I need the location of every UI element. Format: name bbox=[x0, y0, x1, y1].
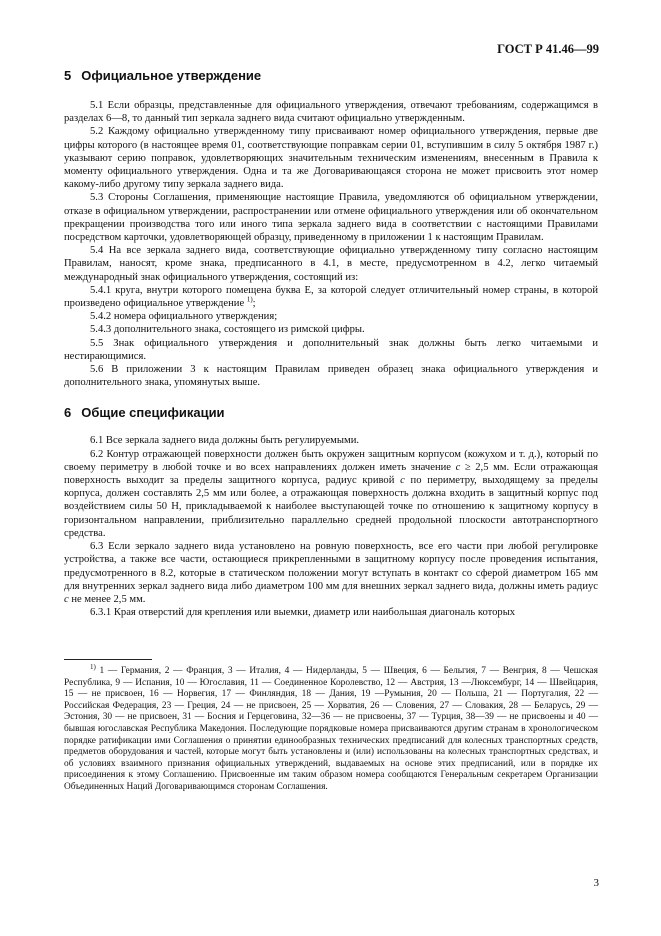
paragraph-5-2: 5.2 Каждому официально утвержденному типу присваивают номер официального утверждения, первые две цифры которого (в настоящее время 01, соответствующие поправкам серии 01, вступившим в силу 5 октября 1987 г.) указывают серию поправок, удовлетворяющих значительным техническим изменениям, внесенным в Правила к моменту официального утверждения. Одна и та же Договаривающаяся сторона не может присвоить этот номер какому-либо другому типу зеркала заднего вида. bbox=[64, 126, 598, 191]
paragraph-5-5: 5.5 Знак официального утверждения и дополнительный знак должны быть легко читаемыми и нестирающимися. bbox=[64, 337, 598, 362]
section-6-body bbox=[64, 434, 598, 619]
paragraph-6-3 bbox=[64, 540, 598, 606]
symbol-c: c bbox=[455, 461, 461, 473]
paragraph-5-4-3: 5.4.3 дополнительного знака, состоящего из римской цифры. bbox=[90, 324, 365, 336]
paragraph-6-3-part-a: 6.3 Если зеркало заднего вида установлено на ровную поверхность, все его части при любой регулировке устройства, а также все части, остающиеся прикрепленными в защитному корпусу после проведения испытания, предусмотренного в 8.2, которые в статическом положении могут вступать в контакт со сферой диаметром 165 мм для внутренних зеркал заднего вида либо диаметром 100 мм для внешних зеркал заднего вида, должны иметь радиус bbox=[64, 541, 598, 592]
section-6-heading bbox=[64, 405, 598, 420]
paragraph-6-2-part-b: ≥ 2,5 мм. Если отражающая поверхность выходит за пределы защитного корпуса, радиус кривой bbox=[64, 461, 599, 487]
footnote-mark: 1) bbox=[90, 662, 96, 671]
symbol-c: c bbox=[400, 475, 405, 487]
paragraph-5-4: 5.4 На все зеркала заднего вида, соответствующие официально утвержденному типу согласно настоящим Правилам, наносят, кроме знака, предписанного в 4.1, в месте, предусмотренном в 4.2, легко читаемый международный знак официального утверждения, состоящий из: bbox=[64, 245, 598, 283]
page-number: 3 bbox=[593, 877, 599, 889]
paragraph-6-2-part-c: по периметру, выходящему за пределы корпуса, должен составлять 2,5 мм или более, а отражающая поверхность должна входить в защитный корпус под воздействием силы 50 Н, прикладываемой к наиболее выступающей точке по отношению к защитному корпусу в горизонтальном направлении, приблизительно параллельно средней продольной плоскости автотранспортного средства. bbox=[64, 475, 598, 539]
section-6-title: Общие спецификации bbox=[81, 405, 225, 421]
paragraph-6-2 bbox=[64, 448, 598, 540]
paragraph-6-3-1: 6.3.1 Края отверстий для крепления или выемки, диаметр или наибольшая диагональ которых bbox=[90, 607, 516, 619]
paragraph-5-4-1 bbox=[64, 284, 598, 310]
main-content bbox=[64, 68, 598, 619]
paragraph-5-4-1-text: 5.4.1 круга, внутри которого помещена буква E, за которой следует отличительный номер страны, в которой произведено официальное утверждение bbox=[64, 284, 598, 310]
section-5-heading bbox=[64, 68, 598, 83]
footnote-text bbox=[64, 662, 598, 794]
paragraph-6-1: 6.1 Все зеркала заднего вида должны быть регулируемыми. bbox=[90, 435, 360, 447]
footnote-divider bbox=[64, 659, 152, 660]
paragraph-6-2-part-a: 6.2 Контур отражающей поверхности должен быть окружен защитным корпусом (кожухом и т. д.), который по своему периметру в любой точке и во всех направлениях должен иметь значение bbox=[64, 448, 598, 473]
paragraph-5-1: 5.1 Если образцы, представленные для официального утверждения, отвечают требованиям, содержащимся в разделах 6—8, то данный тип зеркала заднего вида считают официально утвержденным. bbox=[64, 100, 598, 125]
document-code: ГОСТ Р 41.46—99 bbox=[497, 42, 599, 56]
footnote-ref: 1) bbox=[246, 295, 253, 304]
section-6-number: 6 bbox=[64, 405, 72, 421]
paragraph-6-3-part-b: не менее 2,5 мм. bbox=[68, 593, 146, 605]
paragraph-5-4-2: 5.4.2 номера официального утверждения; bbox=[90, 311, 278, 323]
section-5-number: 5 bbox=[64, 68, 72, 83]
paragraph-5-6: 5.6 В приложении 3 к настоящим Правилам приведен образец знака официального утверждения и дополнительного знака, упомянутых выше. bbox=[64, 364, 598, 389]
section-5-body bbox=[64, 99, 598, 389]
footnote-body: 1 — Германия, 2 — Франция, 3 — Италия, 4 — Нидерланды, 5 — Швеция, 6 — Бельгия, 7 — Венгрия, 8 — Чешская Республика, 9 — Испания, 10 — Югославия, 11 — Соединенное Королевство, 12 — Австрия, 13 —Люксембург, 14 — Швейцария, 15 — не присвоен, 16 — Норвегия, 17 — Финляндия, 18 — Дания, 19 —Румыния, 20 — Польша, 21 — Португалия, 22 — Российская Федерация, 23 — Греция, 24 — не присвоен, 25 — Хорватия, 26 — Словения, 27 — Словакия, 28 — Беларусь, 29 — Эстония, 30 — не присвоен, 31 — Босния и Герцеговина, 32—36 — не присвоены, 37 — Турция, 38—39 — не присвоены и 40 — бывшая югославская Республика Македония. Последующие порядковые номера присваиваются другим странам в хронологическом порядке ратификации ими Соглашения о принятии единообразных технических предписаний для колесных транспортных средств, предметов оборудования и частей, которые могут быть установлены и (или) использованы на колесных транспортных средствах, и об условиях взаимного признания официальных утверждений, выдаваемых на основе этих предписаний, или в порядке их присоединения к этому Соглашению. Присвоенные им таким образом номера сообщаются Генеральным секретарем Организации Объединенных Наций Договаривающимся сторонам Соглашения. bbox=[64, 666, 598, 792]
section-5-title: Официальное утверждение bbox=[81, 68, 262, 83]
paragraph-5-3: 5.3 Стороны Соглашения, применяющие настоящие Правила, уведомляются об официальном утверждении, отказе в официальном утверждении, распространении или отмене официального утверждения или об окончательном прекращении производства того или иного типа зеркала заднего вида в соответствии с настоящими Правилами посредством карточки, удовлетворяющей образцу, приведенному в приложении 1 к настоящим Правилам. bbox=[64, 192, 598, 244]
footnote bbox=[64, 662, 598, 794]
symbol-c: c bbox=[64, 593, 69, 605]
paragraph-5-4-1-end: ; bbox=[252, 298, 256, 310]
